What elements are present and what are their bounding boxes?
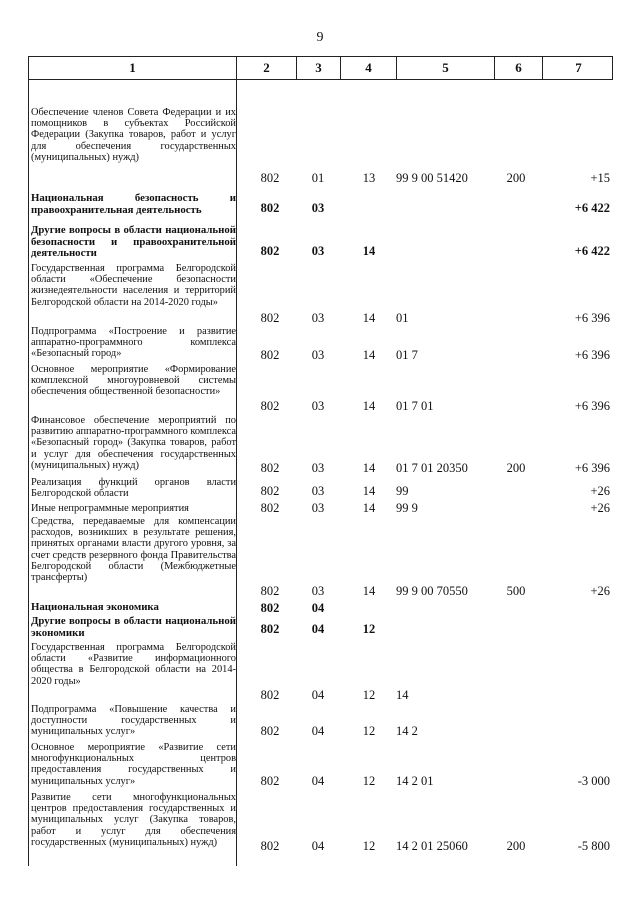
cell-c4: 13 — [362, 171, 376, 185]
table-row — [28, 107, 613, 189]
table-row — [28, 642, 613, 702]
cell-c6: 500 — [506, 584, 526, 598]
cell-c5: 01 7 01 20350 — [396, 461, 468, 475]
header-col-6: 6 — [495, 57, 543, 79]
cell-c2: 802 — [260, 724, 280, 738]
header-col-3: 3 — [297, 57, 341, 79]
cell-c4: 12 — [362, 839, 376, 853]
table-row — [28, 516, 613, 600]
cell-c3: 04 — [311, 839, 325, 853]
table-row — [28, 263, 613, 325]
cell-c5: 01 — [396, 311, 409, 325]
cell-c2: 802 — [260, 501, 280, 515]
row-name: Другие вопросы в области национальной безопасности и правоохранительной деятельности — [31, 224, 236, 259]
table-row — [28, 364, 613, 412]
cell-c5: 99 9 00 51420 — [396, 171, 468, 185]
cell-c4: 12 — [362, 622, 376, 636]
table-row — [28, 503, 613, 515]
cell-c4: 14 — [362, 311, 376, 325]
cell-c6: 200 — [506, 839, 526, 853]
cell-c3: 03 — [311, 461, 325, 475]
cell-c4: 12 — [362, 724, 376, 738]
header-col-4: 4 — [341, 57, 397, 79]
cell-c7: +6 396 — [574, 461, 610, 475]
row-name: Национальная безопасность и правоохранительная деятельность — [31, 192, 236, 216]
cell-c4: 14 — [362, 484, 376, 498]
table-row — [28, 225, 613, 261]
table-row — [28, 326, 613, 362]
cell-c4: 14 — [362, 244, 376, 258]
cell-c6: 200 — [506, 171, 526, 185]
table-row — [28, 602, 613, 614]
row-name: Обеспечение членов Совета Федерации и их помощников в субъектах Российской Федерации (Закупка товаров, работ и услуг для обеспечения государственных (муниципальных) нужд) — [31, 107, 236, 163]
cell-c3: 03 — [311, 399, 325, 413]
table-row — [28, 415, 613, 475]
cell-c7: +26 — [590, 584, 610, 598]
cell-c3: 03 — [311, 584, 325, 598]
cell-c3: 03 — [311, 501, 325, 515]
row-name: Финансовое обеспечение мероприятий по развитию аппаратно-программного комплекса «Безопасный город» (Закупка товаров, работ и услуг для обеспечения государственных (муниципальных) нужд) — [31, 415, 236, 471]
cell-c2: 802 — [260, 348, 280, 362]
cell-c4: 14 — [362, 399, 376, 413]
cell-c5: 01 7 — [396, 348, 418, 362]
cell-c4: 14 — [362, 501, 376, 515]
cell-c3: 03 — [311, 311, 325, 325]
table-row — [28, 616, 613, 640]
cell-c7: +26 — [590, 501, 610, 515]
row-name: Государственная программа Белгородской области «Развитие информационного общества в Белгородской области на 2014-2020 годы» — [31, 642, 236, 687]
cell-c3: 01 — [311, 171, 325, 185]
table-row — [28, 792, 613, 852]
table-row — [28, 193, 613, 217]
cell-c5: 14 2 — [396, 724, 418, 738]
cell-c7: +6 396 — [574, 399, 610, 413]
cell-c3: 04 — [311, 601, 325, 615]
cell-c5: 99 — [396, 484, 409, 498]
cell-c3: 03 — [311, 348, 325, 362]
cell-c7: +26 — [590, 484, 610, 498]
cell-c5: 01 7 01 — [396, 399, 434, 413]
row-name: Подпрограмма «Повышение качества и доступности государственных и муниципальных услуг» — [31, 704, 236, 738]
cell-c4: 14 — [362, 584, 376, 598]
cell-c3: 03 — [311, 244, 325, 258]
header-col-2: 2 — [237, 57, 297, 79]
row-name: Средства, передаваемые для компенсации расходов, возникших в результате решения, принятых органами власти другого уровня, за счет средств резервного фонда Правительства Белгородской области (Межбюджетные трансферты) — [31, 516, 236, 584]
cell-c2: 802 — [260, 201, 280, 215]
table-header — [28, 56, 613, 80]
cell-c6: 200 — [506, 461, 526, 475]
row-name: Другие вопросы в области национальной экономики — [31, 615, 236, 639]
row-name: Реализация функций органов власти Белгородской области — [31, 477, 236, 500]
cell-c2: 802 — [260, 311, 280, 325]
cell-c2: 802 — [260, 244, 280, 258]
cell-c4: 12 — [362, 688, 376, 702]
row-name: Основное мероприятие «Формирование комплексной многоуровневой системы обеспечения общественной безопасности» — [31, 364, 236, 398]
cell-c2: 802 — [260, 622, 280, 636]
cell-c2: 802 — [260, 601, 280, 615]
cell-c2: 802 — [260, 171, 280, 185]
row-name: Развитие сети многофункциональных центров предоставления государственных и муниципальных услуг (Закупка товаров, работ и услуг для обеспечения государственных (муниципальных) нужд) — [31, 792, 236, 848]
table-row — [28, 704, 613, 740]
row-name: Основное мероприятие «Развитие сети многофункциональных центров предоставления государственных и муниципальных услуг» — [31, 742, 236, 787]
header-col-7: 7 — [575, 60, 582, 75]
row-name: Национальная экономика — [31, 601, 159, 613]
cell-c7: +6 422 — [574, 201, 610, 215]
header-col-1: 1 — [29, 57, 237, 79]
cell-c7: +6 422 — [574, 244, 610, 258]
cell-c2: 802 — [260, 461, 280, 475]
table-row — [28, 742, 613, 790]
cell-c5: 14 2 01 — [396, 774, 434, 788]
cell-c7: +15 — [590, 171, 610, 185]
cell-c2: 802 — [260, 484, 280, 498]
budget-table — [28, 56, 613, 853]
cell-c3: 03 — [311, 201, 325, 215]
cell-c5: 99 9 00 70550 — [396, 584, 468, 598]
cell-c7: -3 000 — [577, 774, 610, 788]
row-name: Подпрограмма «Построение и развитие аппаратно-программного комплекса «Безопасный город» — [31, 326, 236, 360]
cell-c5: 14 — [396, 688, 409, 702]
cell-c2: 802 — [260, 399, 280, 413]
cell-c7: +6 396 — [574, 311, 610, 325]
cell-c2: 802 — [260, 774, 280, 788]
table-row — [28, 477, 613, 501]
cell-c7: -5 800 — [577, 839, 610, 853]
cell-c3: 03 — [311, 484, 325, 498]
cell-c2: 802 — [260, 584, 280, 598]
cell-c5: 14 2 01 25060 — [396, 839, 468, 853]
cell-c2: 802 — [260, 688, 280, 702]
cell-c3: 04 — [311, 724, 325, 738]
cell-c4: 14 — [362, 348, 376, 362]
row-name: Иные непрограммные мероприятия — [31, 503, 189, 514]
page-number: 9 — [316, 30, 324, 45]
cell-c5: 99 9 — [396, 501, 418, 515]
cell-c3: 04 — [311, 622, 325, 636]
cell-c3: 04 — [311, 688, 325, 702]
cell-c4: 12 — [362, 774, 376, 788]
cell-c4: 14 — [362, 461, 376, 475]
row-name: Государственная программа Белгородской области «Обеспечение безопасности жизнедеятельности населения и территорий Белгородской области на 2014-2020 годы» — [31, 263, 236, 308]
header-col-5: 5 — [397, 57, 495, 79]
cell-c3: 04 — [311, 774, 325, 788]
cell-c2: 802 — [260, 839, 280, 853]
cell-c7: +6 396 — [574, 348, 610, 362]
